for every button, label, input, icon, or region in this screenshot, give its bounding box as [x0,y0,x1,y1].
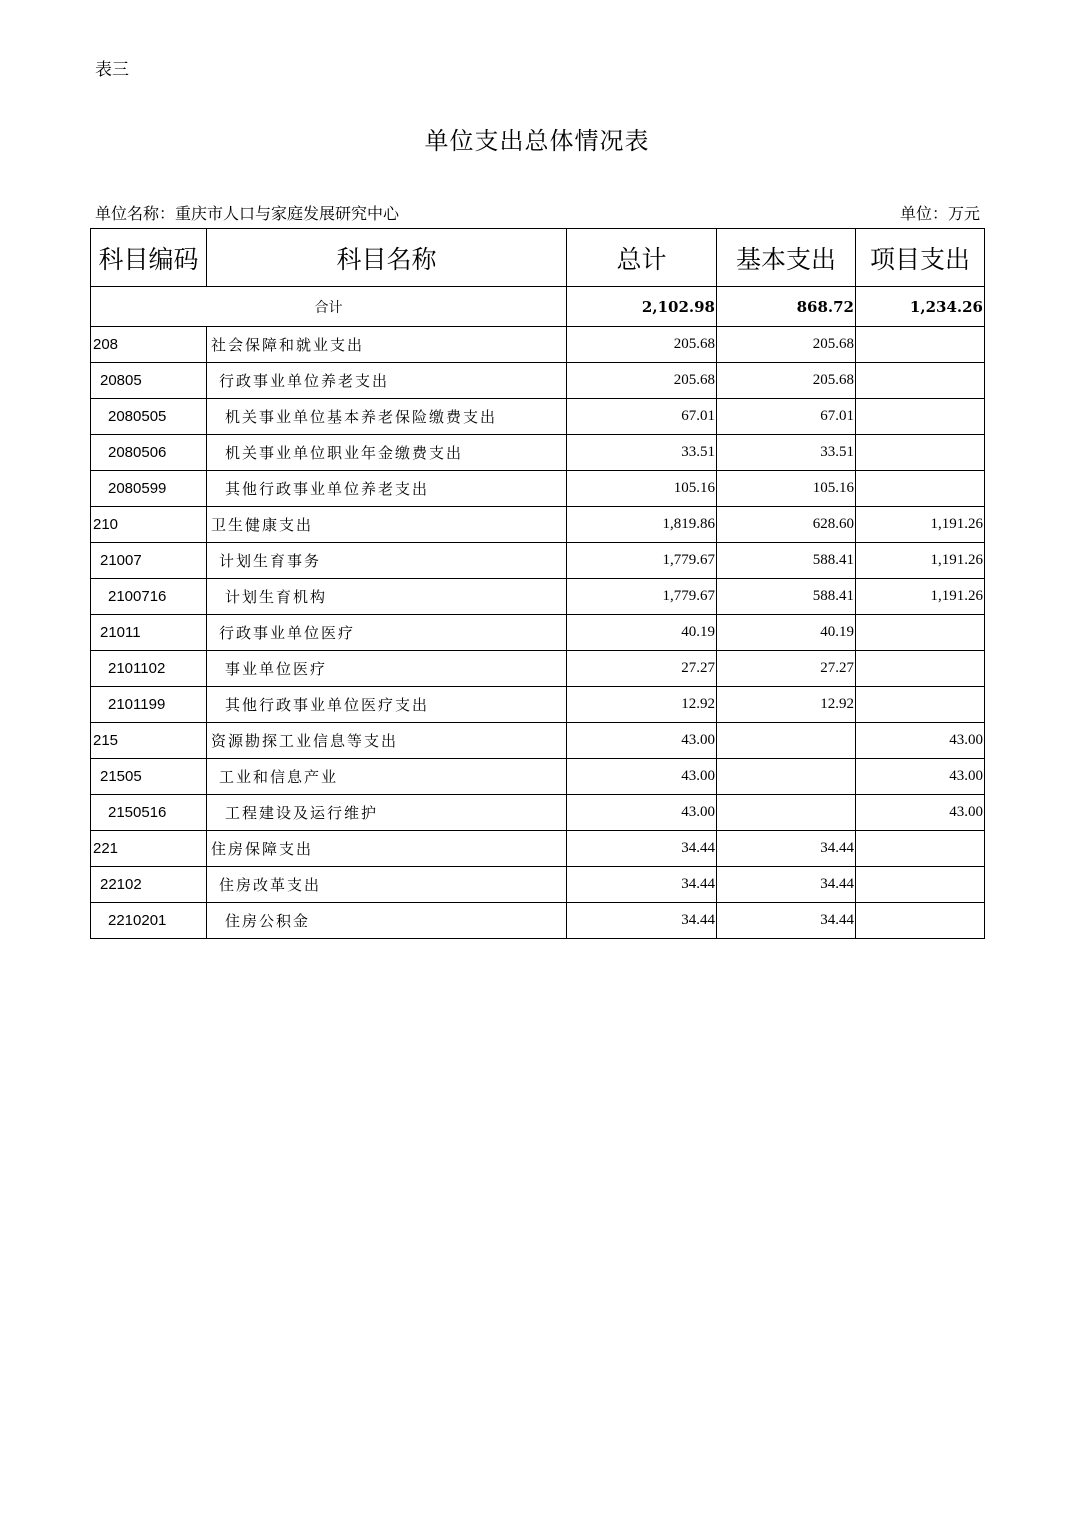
table-row [91,399,985,435]
table-row [91,435,985,471]
row-code: 210 [91,507,207,543]
table-row [91,579,985,615]
row-basic: 34.44 [717,903,856,939]
table-row [91,615,985,651]
row-code: 215 [91,723,207,759]
row-basic: 588.41 [717,579,856,615]
row-code: 21011 [91,615,207,651]
row-project: 1,191.26 [856,543,985,579]
row-total: 1,779.67 [567,579,717,615]
row-name: 行政事业单位养老支出 [207,363,567,399]
row-name: 住房改革支出 [207,867,567,903]
row-basic: 34.44 [717,831,856,867]
row-project [856,651,985,687]
row-total: 12.92 [567,687,717,723]
table-row [91,867,985,903]
row-basic: 588.41 [717,543,856,579]
column-header-project: 项目支出 [856,229,985,287]
row-project: 1,191.26 [856,507,985,543]
total-project-amount: 1,234.26 [856,287,985,327]
table-row [91,687,985,723]
row-project [856,615,985,651]
row-project: 43.00 [856,723,985,759]
row-total: 43.00 [567,795,717,831]
row-name: 社会保障和就业支出 [207,327,567,363]
row-project: 1,191.26 [856,579,985,615]
row-code: 2080505 [91,399,207,435]
row-code: 2210201 [91,903,207,939]
row-basic: 40.19 [717,615,856,651]
row-name: 事业单位医疗 [207,651,567,687]
row-total: 34.44 [567,867,717,903]
total-row [91,287,985,327]
table-row [91,831,985,867]
row-total: 1,819.86 [567,507,717,543]
expenditure-table [90,228,985,939]
row-basic: 205.68 [717,327,856,363]
row-basic [717,759,856,795]
table-row [91,363,985,399]
document-title: 单位支出总体情况表 [424,127,650,155]
row-total: 1,779.67 [567,543,717,579]
table-row [91,795,985,831]
row-project [856,399,985,435]
row-name: 机关事业单位基本养老保险缴费支出 [207,399,567,435]
row-total: 27.27 [567,651,717,687]
table-row [91,543,985,579]
row-code: 21505 [91,759,207,795]
row-name: 其他行政事业单位养老支出 [207,471,567,507]
column-header-code: 科目编码 [91,229,207,287]
row-project: 43.00 [856,759,985,795]
row-basic [717,723,856,759]
row-total: 40.19 [567,615,717,651]
table-row [91,471,985,507]
row-basic: 33.51 [717,435,856,471]
row-total: 205.68 [567,327,717,363]
row-basic: 67.01 [717,399,856,435]
row-name: 计划生育机构 [207,579,567,615]
table-row [91,651,985,687]
total-basic-amount: 868.72 [717,287,856,327]
row-project [856,903,985,939]
row-name: 行政事业单位医疗 [207,615,567,651]
row-name: 资源勘探工业信息等支出 [207,723,567,759]
row-project [856,471,985,507]
column-header-total: 总计 [567,229,717,287]
row-total: 67.01 [567,399,717,435]
row-code: 2100716 [91,579,207,615]
column-header-basic: 基本支出 [717,229,856,287]
row-total: 205.68 [567,363,717,399]
row-name: 住房公积金 [207,903,567,939]
table-row [91,759,985,795]
row-total: 34.44 [567,831,717,867]
row-project: 43.00 [856,795,985,831]
row-basic: 12.92 [717,687,856,723]
row-total: 33.51 [567,435,717,471]
row-basic: 105.16 [717,471,856,507]
row-name: 工业和信息产业 [207,759,567,795]
row-code: 2101199 [91,687,207,723]
row-code: 208 [91,327,207,363]
row-code: 2080506 [91,435,207,471]
table-row [91,507,985,543]
total-amount: 2,102.98 [567,287,717,327]
row-total: 43.00 [567,723,717,759]
row-code: 2150516 [91,795,207,831]
unit-name-label: 单位名称：重庆市人口与家庭发展研究中心 [95,204,400,223]
row-code: 22102 [91,867,207,903]
currency-unit-label: 单位：万元 [899,204,980,223]
row-code: 20805 [91,363,207,399]
row-code: 221 [91,831,207,867]
total-label: 合计 [91,287,567,327]
table-header-row [91,229,985,287]
row-basic: 34.44 [717,867,856,903]
row-basic: 628.60 [717,507,856,543]
row-total: 34.44 [567,903,717,939]
row-name: 计划生育事务 [207,543,567,579]
row-basic: 205.68 [717,363,856,399]
row-total: 43.00 [567,759,717,795]
row-basic [717,795,856,831]
row-total: 105.16 [567,471,717,507]
row-name: 工程建设及运行维护 [207,795,567,831]
row-project [856,831,985,867]
row-code: 2101102 [91,651,207,687]
row-name: 其他行政事业单位医疗支出 [207,687,567,723]
row-name: 住房保障支出 [207,831,567,867]
row-project [856,327,985,363]
table-row [91,327,985,363]
table-row [91,723,985,759]
row-project [856,687,985,723]
row-code: 21007 [91,543,207,579]
row-project [856,363,985,399]
table-number: 表三 [95,60,129,80]
table-row [91,903,985,939]
row-project [856,435,985,471]
row-project [856,867,985,903]
row-code: 2080599 [91,471,207,507]
row-basic: 27.27 [717,651,856,687]
row-name: 卫生健康支出 [207,507,567,543]
row-name: 机关事业单位职业年金缴费支出 [207,435,567,471]
column-header-name: 科目名称 [207,229,567,287]
